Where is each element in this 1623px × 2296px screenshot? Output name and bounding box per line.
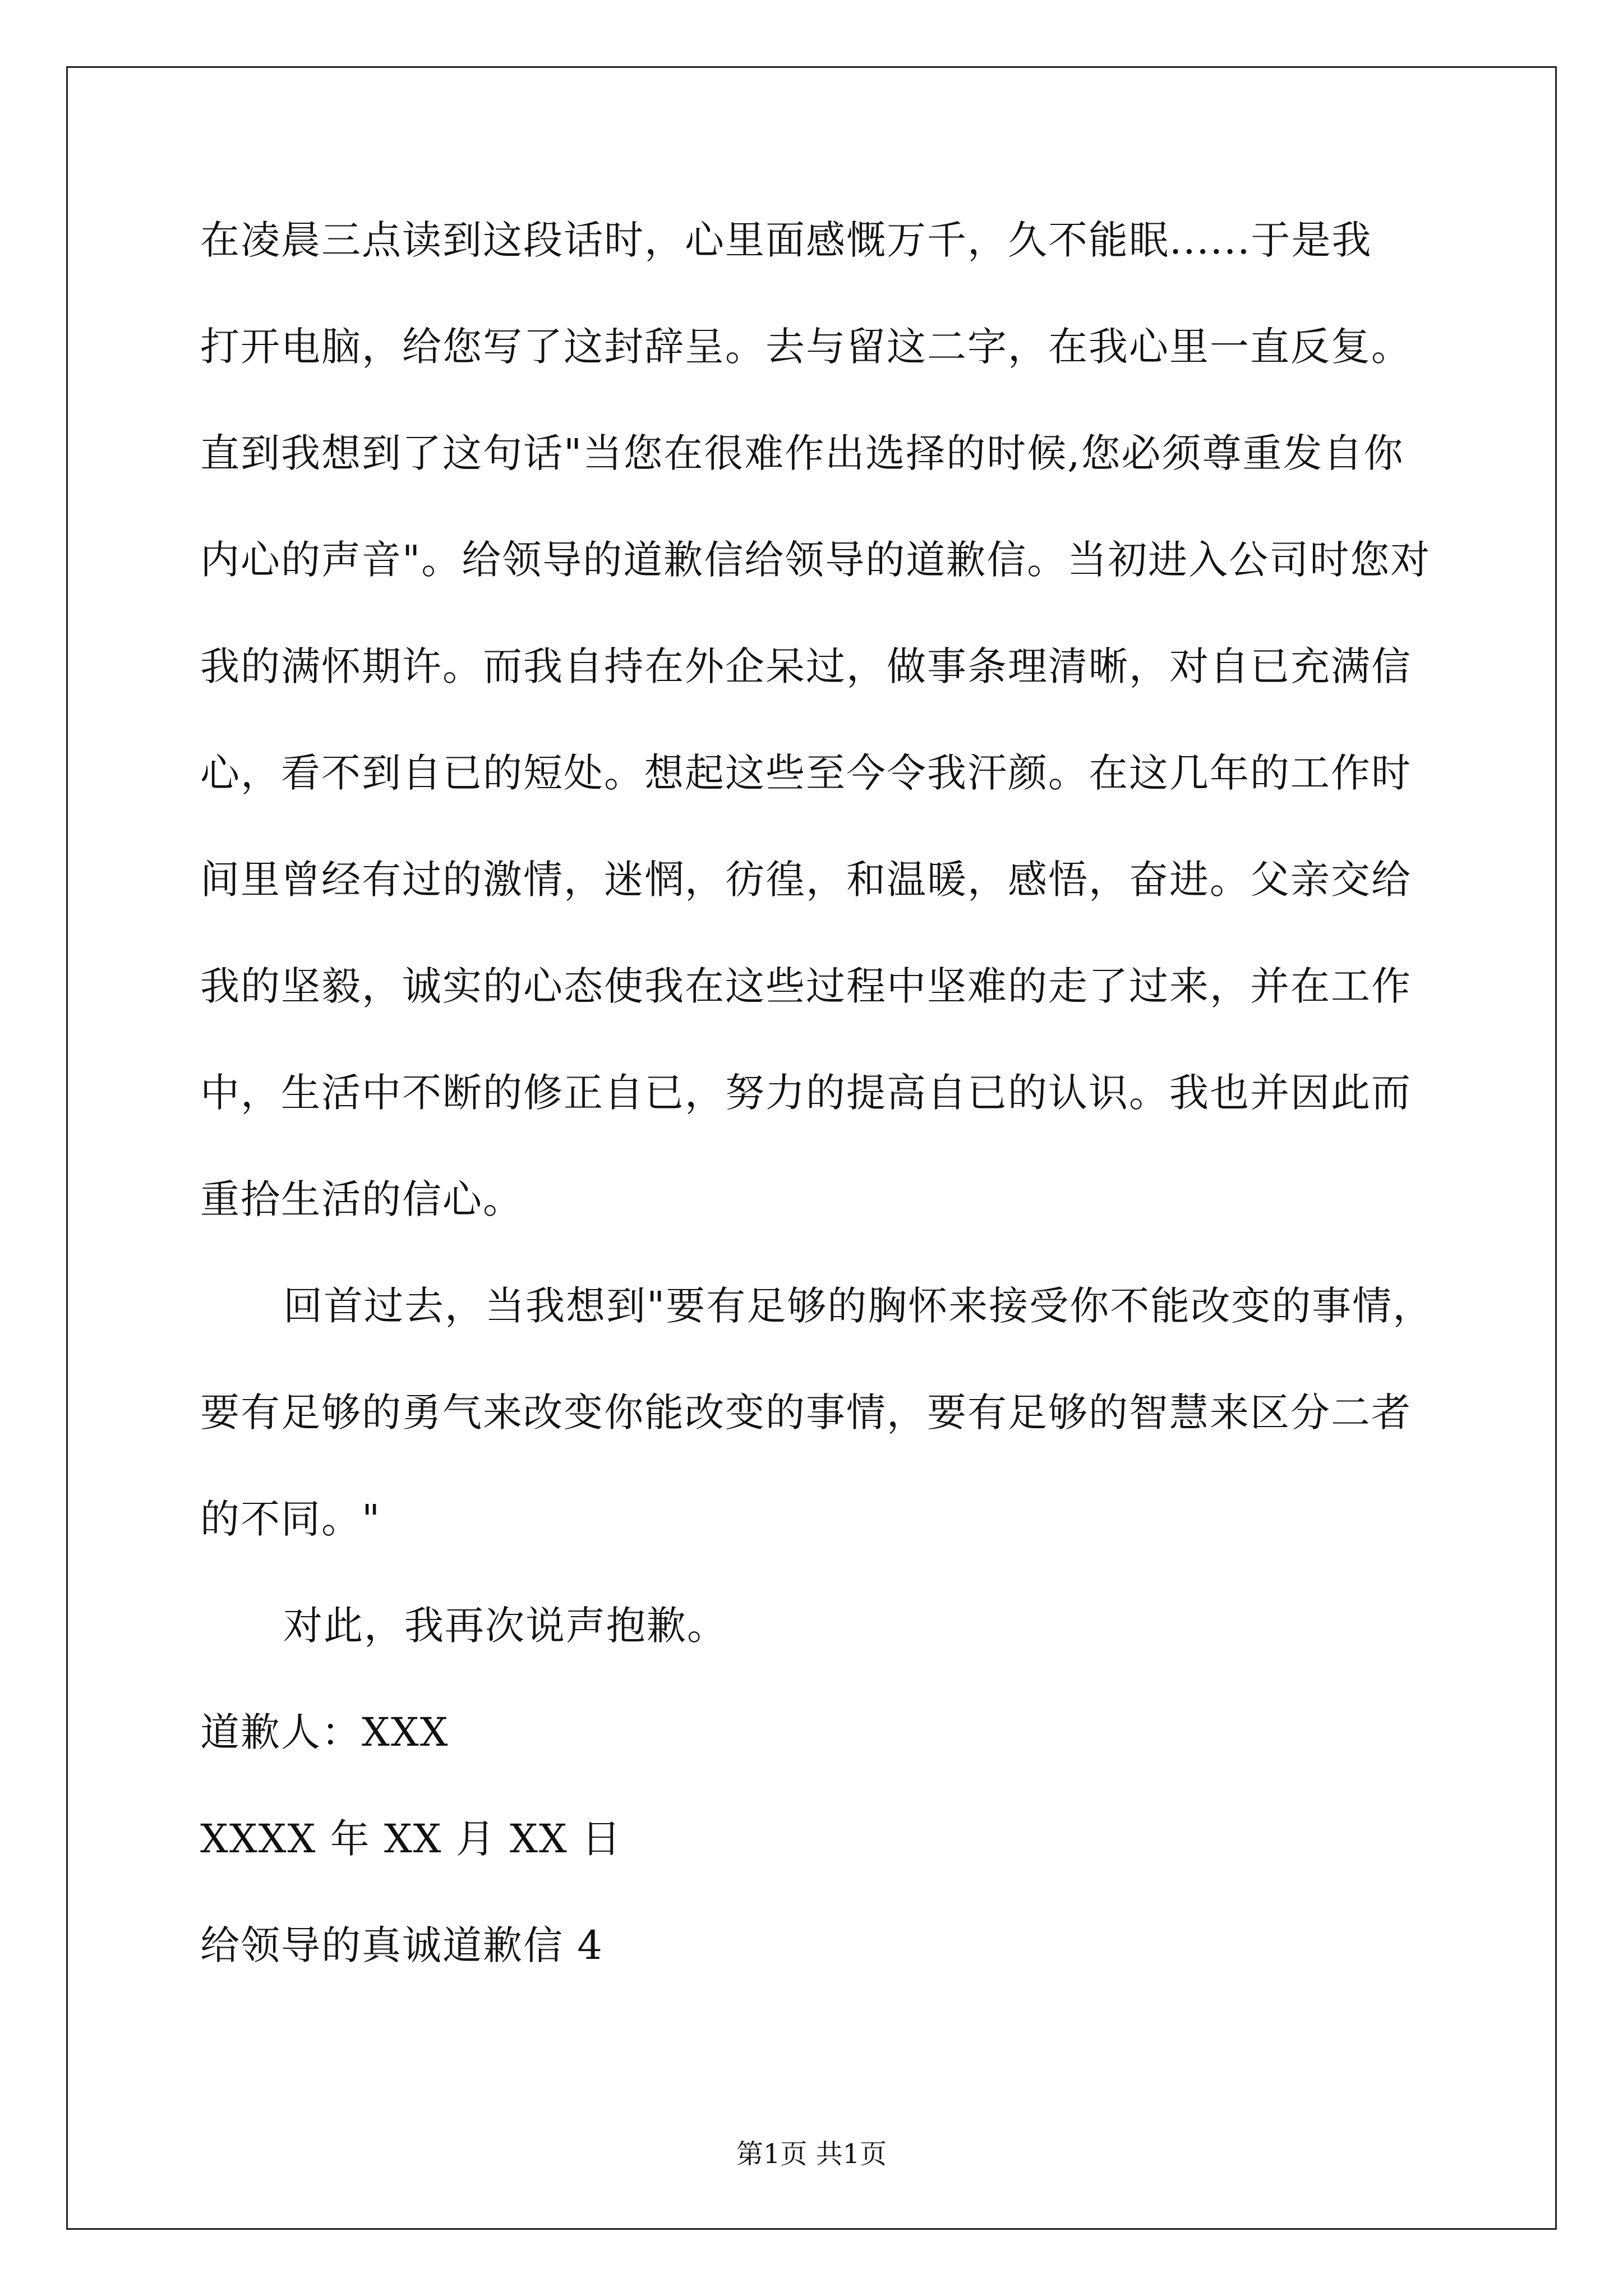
signer-line: 道歉人：XXX [200, 1709, 449, 1755]
body-line: 我的满怀期许。而我自持在外企呆过，做事条理清晰，对自已充满信 [200, 643, 1412, 689]
apology-statement: 对此，我再次说声抱歉。 [283, 1603, 727, 1649]
body-line: 在凌晨三点读到这段话时，心里面感慨万千，久不能眠......于是我 [200, 217, 1372, 263]
body-line: 重拾生活的信心。 [200, 1176, 523, 1222]
body-line: 直到我想到了这句话"当您在很难作出选择的时候,您必须尊重发自你 [200, 430, 1404, 476]
paragraph-start-line: 回首过去，当我想到"要有足够的胸怀来接受你不能改变的事情， [283, 1283, 1433, 1329]
body-line: 心，看不到自已的短处。想起这些至今令我汗颜。在这几年的工作时 [200, 750, 1412, 796]
body-line: 打开电脑，给您写了这封辞呈。去与留这二字，在我心里一直反复。 [200, 324, 1412, 370]
date-line: XXXX 年 XX 月 XX 日 [200, 1816, 622, 1862]
body-line: 要有足够的勇气来改变你能改变的事情，要有足够的智慧来区分二者 [200, 1389, 1412, 1435]
body-line: 中，生活中不断的修正自已，努力的提高自已的认识。我也并因此而 [200, 1070, 1412, 1116]
page-number-footer: 第1页 共1页 [736, 2138, 887, 2170]
body-line: 内心的声音"。给领导的道歉信给领导的道歉信。当初进入公司时您对 [200, 537, 1431, 583]
document-body [200, 213, 1434, 2025]
section-heading: 给领导的真诚道歉信 4 [200, 1922, 603, 1968]
body-line: 我的坚毅，诚实的心态使我在这些过程中坚难的走了过来，并在工作 [200, 963, 1412, 1009]
body-line: 的不同。" [200, 1496, 381, 1542]
body-line: 间里曾经有过的激情，迷惘，彷徨，和温暖，感悟，奋进。父亲交给 [200, 857, 1412, 903]
